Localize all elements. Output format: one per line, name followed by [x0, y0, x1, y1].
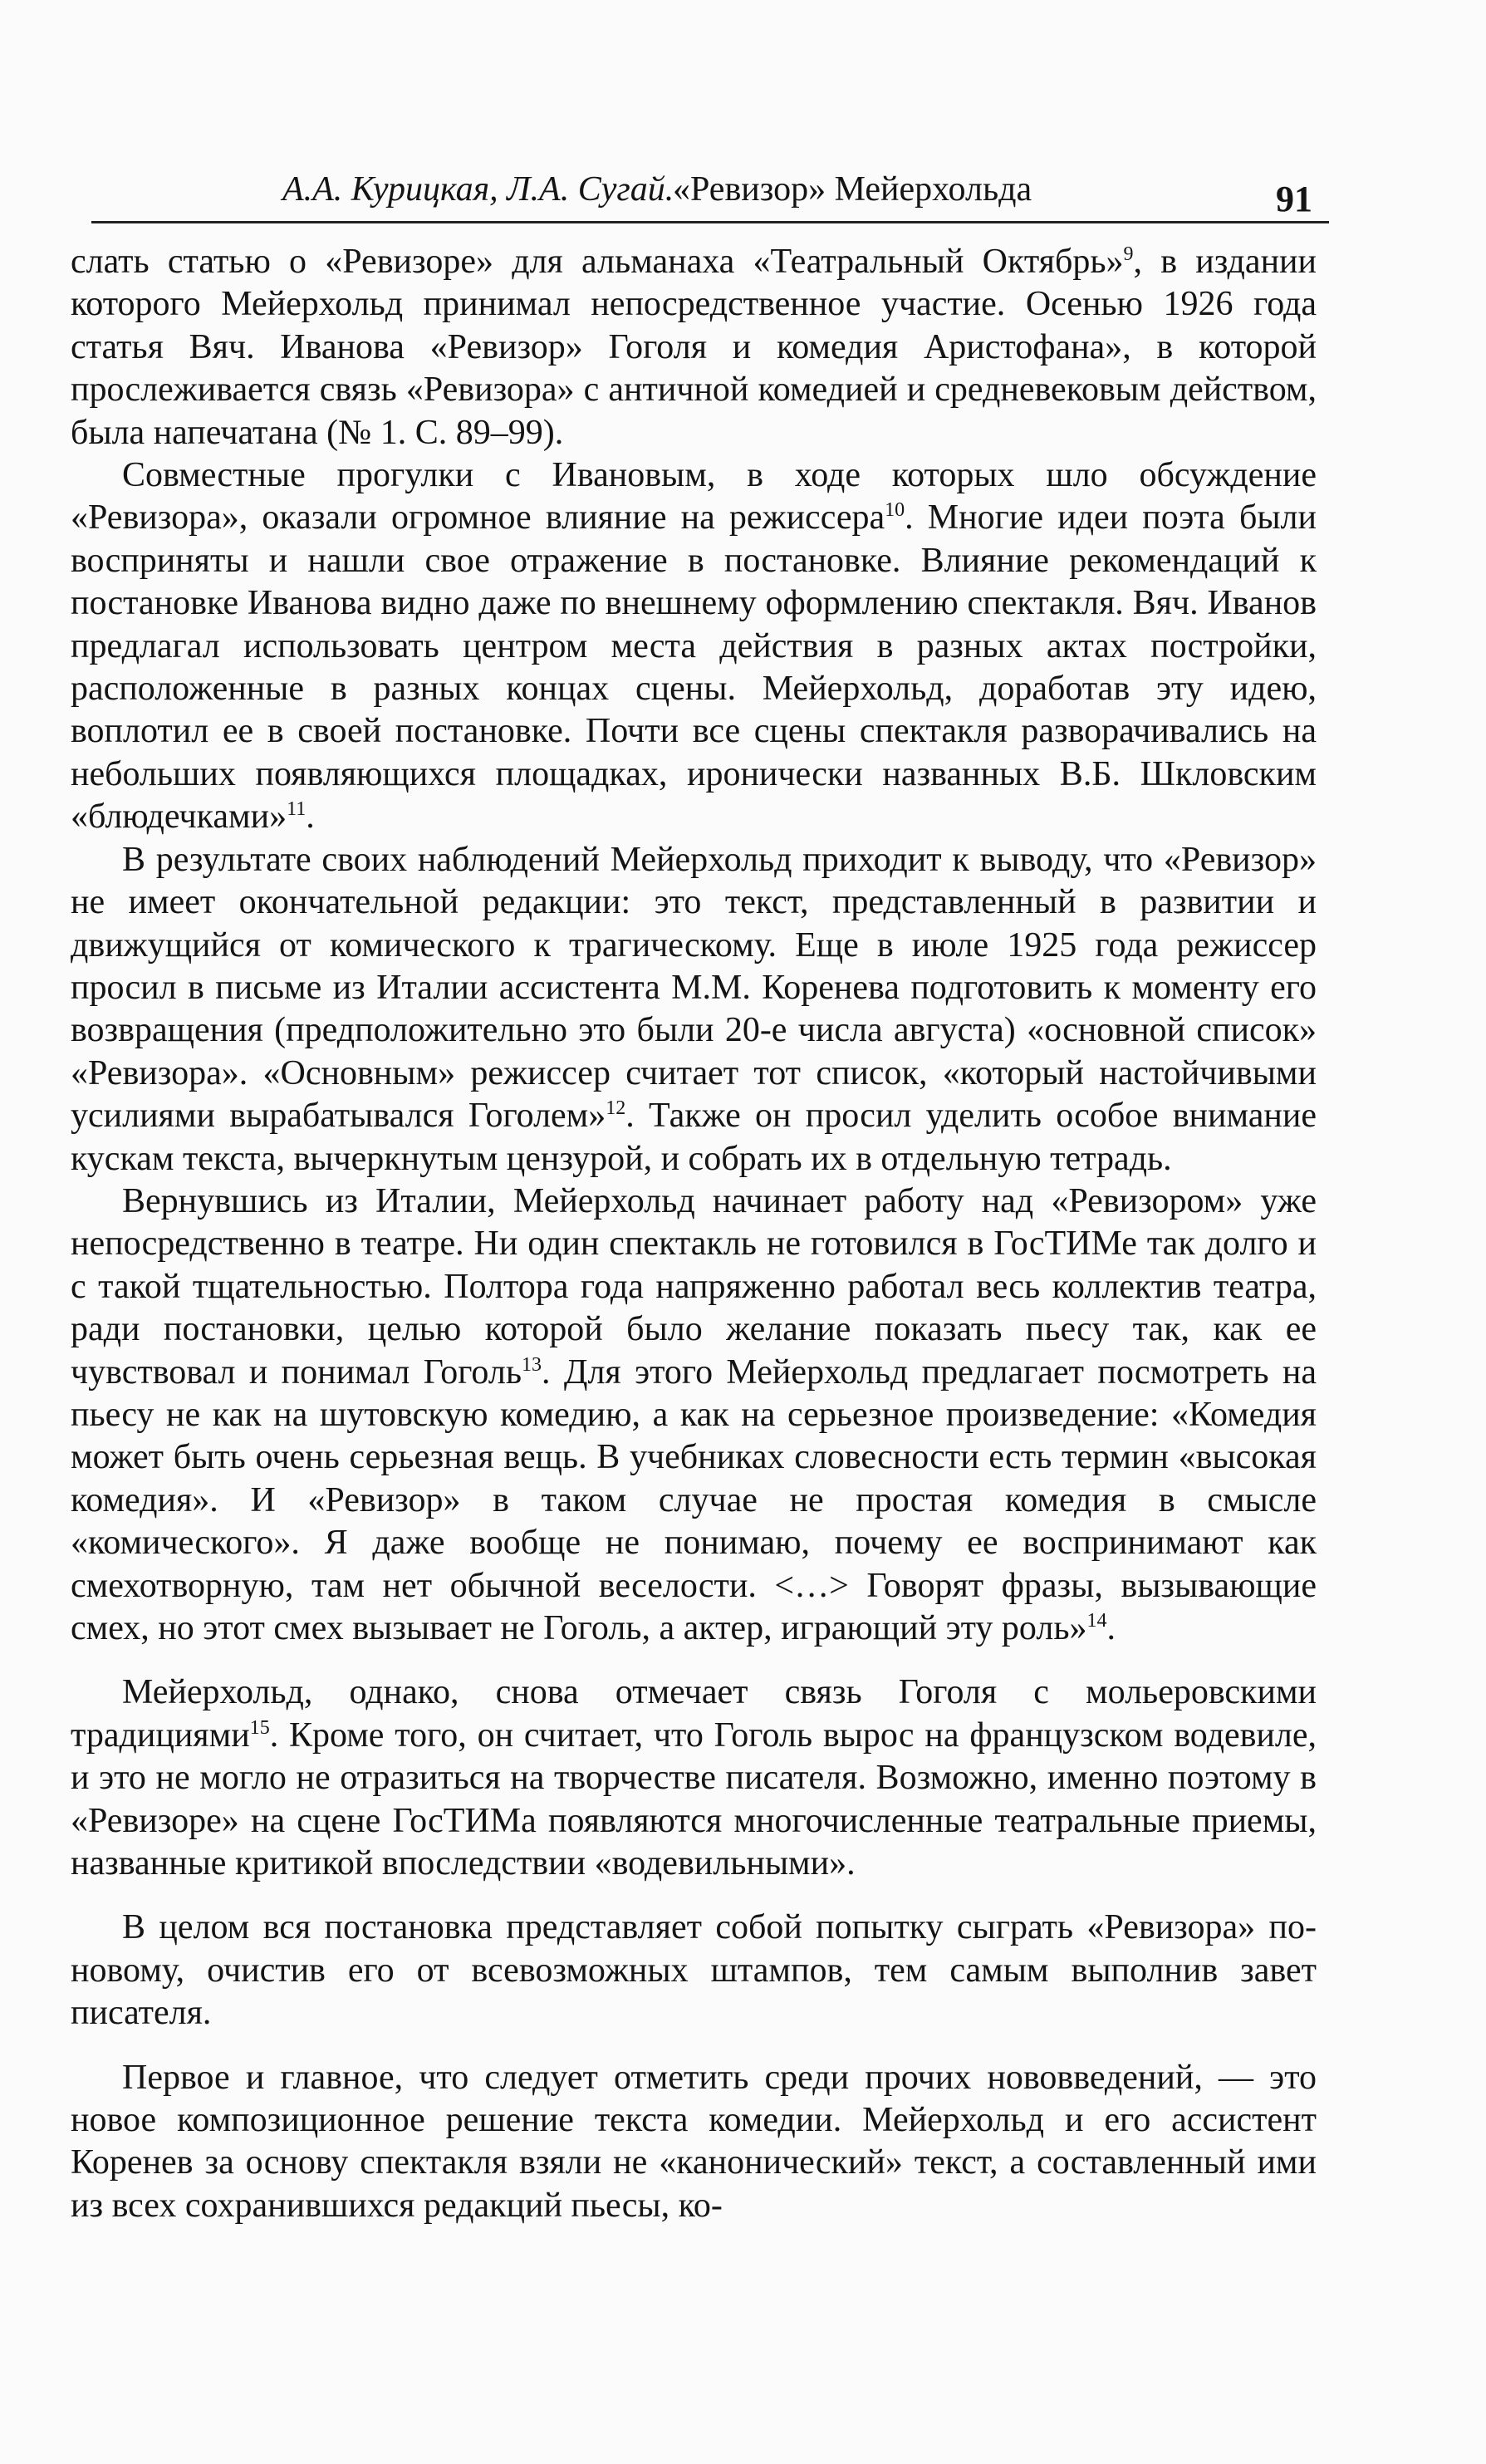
- text-run: . Многие идеи поэта были восприняты и нашли свое отражение в постановке. Влияние рекомендаций к постановке Иванова видно даже по внешнему оформлению спектакля. Вяч. Иванов предлагал использовать центром места действия в разных актах постройки, расположенные в разных концах сцены. Мейерхольд, доработав эту идею, воплотил ее в своей постановке. Почти все сцены спектакля разворачивались на небольших появляющихся площадках, иронически названных В.Б. Шкловским «блюдечками»: [71, 498, 1317, 837]
- text-run: .: [306, 798, 315, 837]
- text-run: . Кроме того, он считает, что Гоголь вырос на французском водевиле, и это не могло не отразиться на творчестве писателя. Возможно, именно поэтому в «Ревизоре» на сцене ГосТИМа появляются многочисленные театральные приемы, названные критикой впоследствии «водевильными».: [71, 1715, 1317, 1883]
- running-head-authors: А.А. Курицкая, Л.А. Сугай.: [282, 170, 674, 209]
- paragraph-6: [71, 1907, 1317, 2035]
- text-run: В целом вся постановка представляет собой попытку сыграть «Ревизора» по-новому, очистив его от всевозможных штампов, тем самым выполнив завет писателя.: [71, 1908, 1317, 2033]
- running-head-title: «Ревизор» Мейерхольда: [673, 170, 1032, 209]
- footnote-ref: 11: [287, 798, 307, 821]
- footnote-ref: 14: [1086, 1610, 1107, 1632]
- text-run: , в издании которого Мейерхольд принимал непосредственное участие. Осенью 1926 года статья Вяч. Иванова «Ревизор» Гоголя и комедия Аристофана», в которой прослеживается связь «Ревизора» с античной комедией и средневековым действом, была напечатана (№ 1. С. 89–99).: [71, 243, 1317, 452]
- paragraph-7: [71, 2057, 1317, 2228]
- running-head: [91, 163, 1329, 224]
- footnote-ref: 12: [606, 1097, 626, 1120]
- page-number: 91: [1276, 179, 1312, 219]
- text-run: . Также он просил уделить особое внимание кускам текста, вычеркнутым цензурой, и собрать их в отдельную тетрадь.: [71, 1097, 1317, 1178]
- paragraph-5: [71, 1671, 1317, 1885]
- text-run: .: [1106, 1609, 1116, 1647]
- footnote-ref: 9: [1123, 243, 1134, 265]
- paragraph-4: [71, 1180, 1317, 1650]
- text-run: Совместные прогулки с Ивановым, в ходе которых шло обсуждение «Ревизора», оказали огромное влияние на режиссера: [71, 456, 1317, 537]
- paragraph-2: [71, 454, 1317, 839]
- paragraph-3: [71, 839, 1317, 1180]
- text-run: Вернувшись из Италии, Мейерхольд начинает работу над «Ревизором» уже непосредственно в театре. Ни один спектакль не готовился в ГосТИМе так долго и с такой тщательностью. Полтора года напряженно работал весь коллектив театра, ради постановки, целью которой было желание показать пьесу так, как ее чувствовал и понимал Гоголь: [71, 1181, 1317, 1392]
- paragraph-1: [71, 241, 1317, 454]
- footnote-ref: 13: [521, 1353, 542, 1376]
- text-run: В результате своих наблюдений Мейерхольд приходит к выводу, что «Ревизор» не имеет окончательной редакции: это текст, представленный в развитии и движущийся от комического к трагическому. Еще в июле 1925 года режиссер просил в письме из Италии ассистента М.М. Коренева подготовить к моменту его возвращения (предположительно это были 20-е числа августа) «основной список» «Ревизора». «Основным» режиссер считает тот список, «который настойчивыми усилиями вырабатывался Гоголем»: [71, 840, 1317, 1136]
- footnote-ref: 10: [885, 499, 905, 522]
- text-run: Первое и главное, что следует отметить среди прочих нововведений, — это новое композиционное решение текста комедии. Мейерхольд и его ассистент Коренев за основу спектакля взяли не «канонический» текст, а составленный ими из всех сохранившихся редакций пьесы, ко-: [71, 2058, 1317, 2225]
- footnote-ref: 15: [249, 1716, 270, 1739]
- body-text: [71, 241, 1317, 2227]
- header-rule: [91, 221, 1329, 223]
- text-run: . Для этого Мейерхольд предлагает посмотреть на пьесу не как на шутовскую комедию, а как на серьезное произведение: «Комедия может быть очень серьезная вещь. В учебниках словесности есть термин «высокая комедия». И «Ревизор» в таком случае не простая комедия в смысле «комического». Я даже вообще не понимаю, почему ее воспринимают как смехотворную, там нет обычной веселости. <…> Говорят фразы, вызывающие смех, но этот смех вызывает не Гоголь, а актер, играющий эту роль»: [71, 1352, 1317, 1647]
- text-run: Мейерхольд, однако, снова отмечает связь Гоголя с мольеровскими традициями: [71, 1673, 1317, 1755]
- text-run: слать статью о «Ревизоре» для альманаха «Театральный Октябрь»: [71, 243, 1124, 281]
